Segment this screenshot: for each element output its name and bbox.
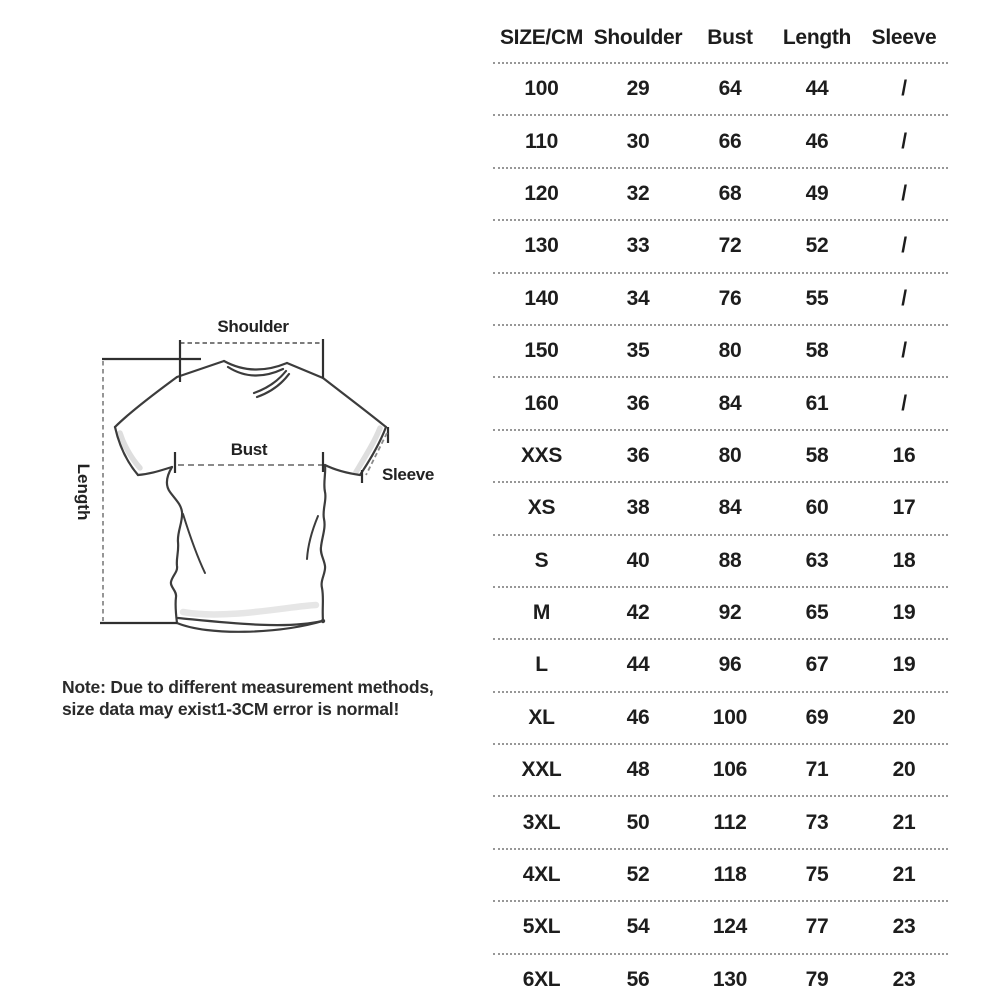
tshirt-diagram — [50, 300, 460, 680]
value-cell: 19 — [892, 601, 916, 625]
size-table-row — [493, 955, 948, 1000]
value-cell: 100 — [712, 705, 748, 729]
header-length: Length — [782, 26, 852, 49]
size-table-row — [493, 64, 948, 116]
value-cell: 72 — [718, 234, 742, 258]
value-cell: 76 — [718, 286, 742, 310]
value-cell: 84 — [718, 391, 742, 415]
size-table-row — [493, 378, 948, 430]
header-size: SIZE/CM — [499, 26, 584, 49]
value-cell: 42 — [626, 601, 650, 625]
size-cell: XXL — [521, 758, 562, 782]
size-table-row — [493, 902, 948, 954]
value-cell: / — [901, 286, 907, 310]
value-cell: 80 — [718, 339, 742, 363]
sleeve-label: Sleeve — [381, 465, 435, 484]
size-table-row — [493, 431, 948, 483]
value-cell: 69 — [805, 705, 829, 729]
value-cell: 36 — [626, 443, 650, 467]
value-cell: 61 — [805, 391, 829, 415]
value-cell: 52 — [805, 234, 829, 258]
note-line-1: Note: Due to different measurement methods, — [62, 677, 434, 697]
size-table-row — [493, 116, 948, 168]
value-cell: 68 — [718, 181, 742, 205]
value-cell: 18 — [892, 548, 916, 572]
value-cell: 20 — [892, 705, 916, 729]
value-cell: 34 — [626, 286, 650, 310]
size-table-body — [493, 64, 948, 1000]
value-cell: 20 — [892, 758, 916, 782]
value-cell: / — [901, 234, 907, 258]
size-table-row — [493, 221, 948, 273]
value-cell: 38 — [626, 496, 650, 520]
value-cell: 58 — [805, 339, 829, 363]
value-cell: 56 — [626, 967, 650, 991]
value-cell: 48 — [626, 758, 650, 782]
shoulder-label: Shoulder — [217, 317, 289, 336]
size-cell: 100 — [524, 77, 559, 101]
size-cell: 150 — [524, 339, 559, 363]
note-line-2: size data may exist1-3CM error is normal! — [62, 699, 400, 719]
value-cell: 40 — [626, 548, 650, 572]
size-table-row — [493, 326, 948, 378]
size-cell: S — [534, 548, 549, 572]
value-cell: 49 — [805, 181, 829, 205]
value-cell: 21 — [892, 810, 916, 834]
value-cell: 65 — [805, 601, 829, 625]
value-cell: 44 — [626, 653, 650, 677]
value-cell: 44 — [805, 77, 829, 101]
value-cell: 66 — [718, 129, 742, 153]
value-cell: 63 — [805, 548, 829, 572]
value-cell: 55 — [805, 286, 829, 310]
bust-label: Bust — [230, 440, 268, 459]
size-table-row — [493, 850, 948, 902]
value-cell: 16 — [892, 443, 916, 467]
value-cell: 96 — [718, 653, 742, 677]
value-cell: 23 — [892, 915, 916, 939]
value-cell: 112 — [713, 810, 747, 834]
size-cell: XL — [528, 705, 555, 729]
size-cell: 4XL — [522, 863, 561, 887]
value-cell: 77 — [805, 915, 829, 939]
value-cell: 33 — [626, 234, 650, 258]
value-cell: 35 — [626, 339, 650, 363]
value-cell: 73 — [805, 810, 829, 834]
value-cell: 71 — [805, 758, 829, 782]
size-cell: M — [532, 601, 551, 625]
value-cell: 130 — [712, 967, 748, 991]
size-table-row — [493, 483, 948, 535]
size-cell: L — [535, 653, 548, 677]
value-cell: / — [901, 339, 907, 363]
value-cell: 124 — [712, 915, 748, 939]
value-cell: 32 — [626, 181, 650, 205]
header-bust: Bust — [707, 26, 753, 49]
value-cell: / — [901, 391, 907, 415]
length-measure-line — [100, 359, 201, 623]
measurement-note — [62, 676, 434, 720]
size-table-row — [493, 693, 948, 745]
value-cell: 92 — [718, 601, 742, 625]
value-cell: 67 — [805, 653, 829, 677]
value-cell: 64 — [718, 77, 742, 101]
value-cell: 118 — [713, 863, 747, 887]
value-cell: / — [901, 181, 907, 205]
value-cell: 30 — [626, 129, 650, 153]
value-cell: 46 — [805, 129, 829, 153]
size-table-row — [493, 588, 948, 640]
size-table-row — [493, 274, 948, 326]
size-table-row — [493, 640, 948, 692]
tshirt-outline — [115, 361, 386, 632]
value-cell: 58 — [805, 443, 829, 467]
size-table — [493, 10, 948, 1000]
size-cell: 160 — [524, 391, 559, 415]
value-cell: 54 — [626, 915, 650, 939]
value-cell: 88 — [718, 548, 742, 572]
value-cell: 80 — [718, 443, 742, 467]
value-cell: / — [901, 129, 907, 153]
header-shoulder: Shoulder — [593, 26, 683, 49]
value-cell: 84 — [718, 496, 742, 520]
size-cell: 140 — [524, 286, 559, 310]
value-cell: 17 — [892, 496, 916, 520]
size-cell: 5XL — [522, 915, 561, 939]
size-cell: 110 — [525, 129, 558, 153]
size-table-row — [493, 169, 948, 221]
value-cell: 46 — [626, 705, 650, 729]
size-table-row — [493, 797, 948, 849]
size-cell: 120 — [524, 181, 559, 205]
header-sleeve: Sleeve — [871, 26, 937, 49]
value-cell: 50 — [626, 810, 650, 834]
value-cell: 52 — [626, 863, 650, 887]
size-cell: 3XL — [522, 810, 561, 834]
value-cell: 29 — [626, 77, 650, 101]
value-cell: 21 — [892, 863, 916, 887]
value-cell: 106 — [712, 758, 748, 782]
size-cell: 130 — [524, 234, 559, 258]
value-cell: 60 — [805, 496, 829, 520]
value-cell: / — [901, 77, 907, 101]
size-table-row — [493, 536, 948, 588]
length-label: Length — [74, 463, 93, 521]
value-cell: 75 — [805, 863, 829, 887]
size-table-row — [493, 745, 948, 797]
value-cell: 23 — [892, 967, 916, 991]
size-cell: XXS — [520, 443, 563, 467]
value-cell: 79 — [805, 967, 829, 991]
size-cell: XS — [527, 496, 556, 520]
value-cell: 19 — [892, 653, 916, 677]
value-cell: 36 — [626, 391, 650, 415]
tshirt-drawing — [50, 300, 460, 680]
size-cell: 6XL — [522, 967, 561, 991]
size-table-header-row — [493, 10, 948, 64]
